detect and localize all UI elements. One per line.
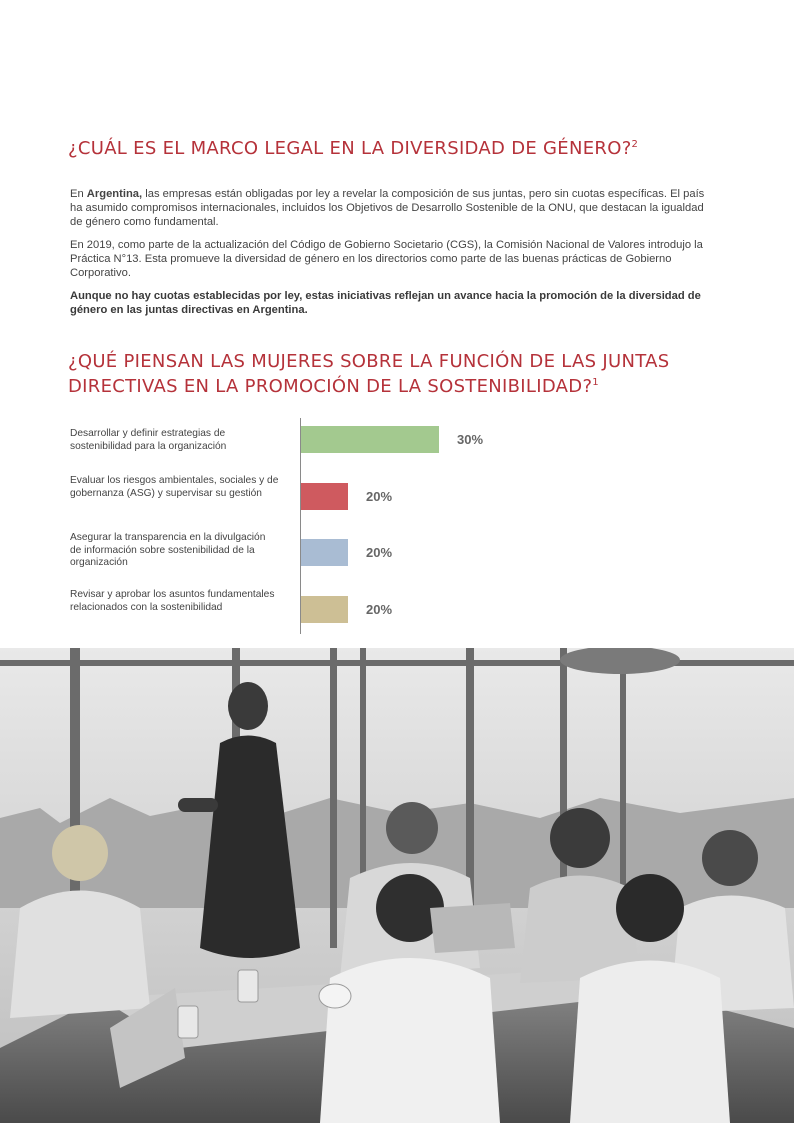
bar-label: Asegurar la transparencia en la divulgación de información sobre sostenibilidad de la organización xyxy=(70,532,266,569)
bar-label: Desarrollar y definir estrategias de sostenibilidad para la organización xyxy=(70,428,227,452)
sustainability-bar-chart xyxy=(0,415,794,637)
office-meeting-photo xyxy=(0,648,794,1123)
paragraph-argentina: En Argentina, las empresas están obligadas por ley a revelar la composición de sus juntas, pero sin cuotas específicas. El país ha asumido compromisos internacionales, incluidos los Objetivos de Desarrollo Sostenible de la ONU, que destacan la igualdad de género como fundamental. xyxy=(70,188,705,229)
paragraph-cgs: En 2019, como parte de la actualización del Código de Gobierno Societario (CGS), la Comisión Nacional de Valores introdujo la Práctica N°13. Esta promueve la diversidad de género en los directorios como parte de las buenas prácticas de Gobierno Corporativo. xyxy=(70,239,703,280)
bar xyxy=(301,539,348,566)
bar-value-label: 20% xyxy=(366,489,393,504)
bar-label: Revisar y aprobar los asuntos fundamentales relacionados con la sostenibilidad xyxy=(70,589,275,613)
bar-value-label: 20% xyxy=(366,545,393,560)
section-title-legal: ¿CUÁL ES EL MARCO LEGAL EN LA DIVERSIDAD DE GÉNERO?$^2$ xyxy=(68,138,639,159)
country-name: Argentina, xyxy=(86,188,143,200)
bar-label: Evaluar los riesgos ambientales, sociales y de gobernanza (ASG) y supervisar su gestión xyxy=(70,475,279,499)
footnote-marker: 1 xyxy=(592,377,599,388)
paragraph-conclusion: Aunque no hay cuotas establecidas por ley, estas iniciativas reflejan un avance hacia la promoción de la diversidad de género en las juntas directivas en Argentina. xyxy=(70,290,701,317)
bar xyxy=(301,483,348,510)
bar-value-label: 30% xyxy=(457,432,484,447)
section-title-sustainability: ¿QUÉ PIENSAN LAS MUJERES SOBRE LA FUNCIÓN DE LAS JUNTAS DIRECTIVAS EN LA PROMOCIÓN DE LA SOSTENIBILIDAD?$^1$ xyxy=(68,351,670,397)
footnote-marker: 2 xyxy=(631,139,639,150)
bar xyxy=(301,426,439,453)
bar-value-label: 20% xyxy=(366,602,393,617)
bar xyxy=(301,596,348,623)
